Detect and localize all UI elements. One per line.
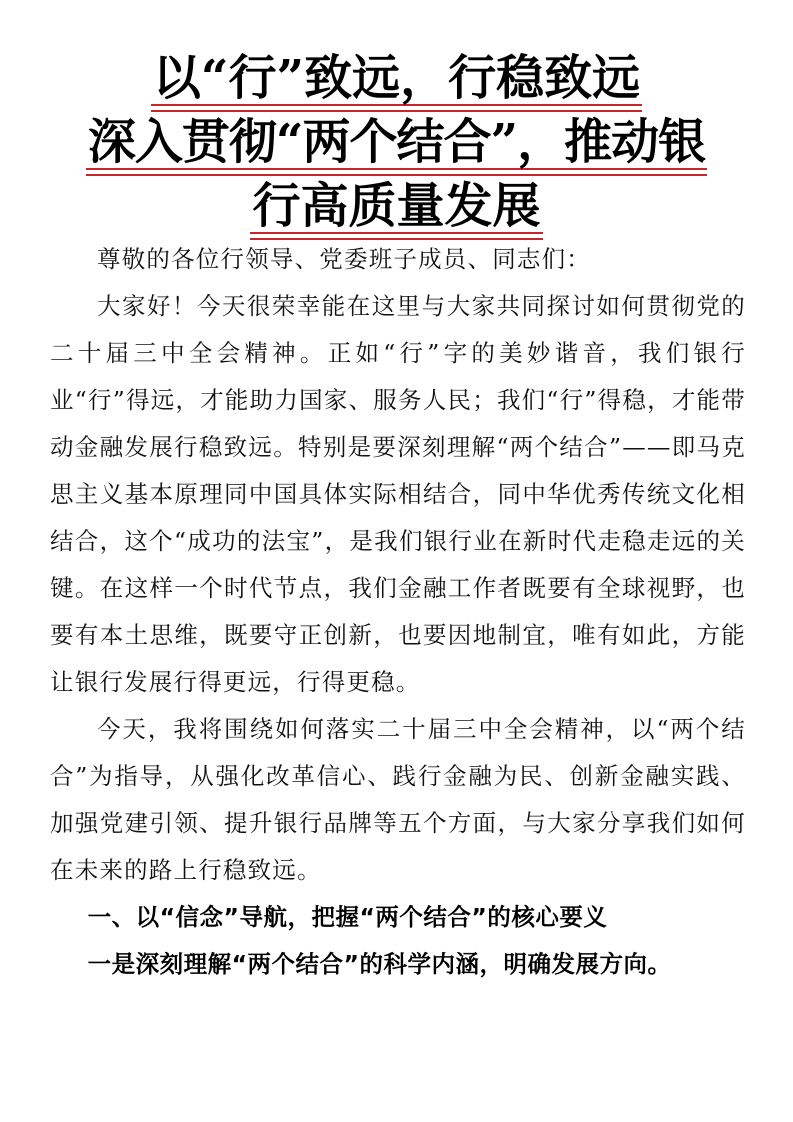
document-title [0, 52, 793, 244]
paragraph-2: 今天，我将围绕如何落实二十届三中全会精神，以“两个结合”为指导，从强化改革信心、践行金融为民、创新金融实践、加强党建引领、提升银行品牌等五个方面，与大家分享我们如何在未来的路上行稳致远。 [50, 715, 746, 884]
salutation: 尊敬的各位行领导、党委班子成员、同志们： [97, 245, 591, 273]
document-body [50, 236, 746, 988]
title-text-1: 以“行”致远，行稳致远 [152, 50, 641, 106]
paragraph-1: 大家好！今天很荣幸能在这里与大家共同探讨如何贯彻党的二十届三中全会精神。正如“行”字的美妙谐音，我们银行业“行”得远，才能助力国家、服务人民；我们“行”得稳，才能带动金融发展行稳致远。特别是要深刻理解“两个结合”——即马克思主义基本原理同中国具体实际相结合，同中华优秀传统文化相结合，这个“成功的法宝”，是我们银行业在新时代走稳走远的关键。在这样一个时代节点，我们金融工作者既要有全球视野，也要有本土思维，既要守正创新，也要因地制宜，唯有如此，方能让银行发展行得更远，行得更稳。 [50, 292, 746, 696]
title-text-2: 深入贯彻“两个结合”，推动银 [87, 114, 706, 170]
subsection-heading: 一是深刻理解“两个结合”的科学内涵，明确发展方向。 [87, 950, 672, 978]
title-line-1 [0, 52, 793, 116]
section-heading: 一、以“信念”导航，把握“两个结合”的核心要义 [87, 903, 608, 931]
title-text-3: 行高质量发展 [252, 178, 541, 234]
title-line-2 [0, 116, 793, 180]
title-line-3 [0, 180, 793, 244]
